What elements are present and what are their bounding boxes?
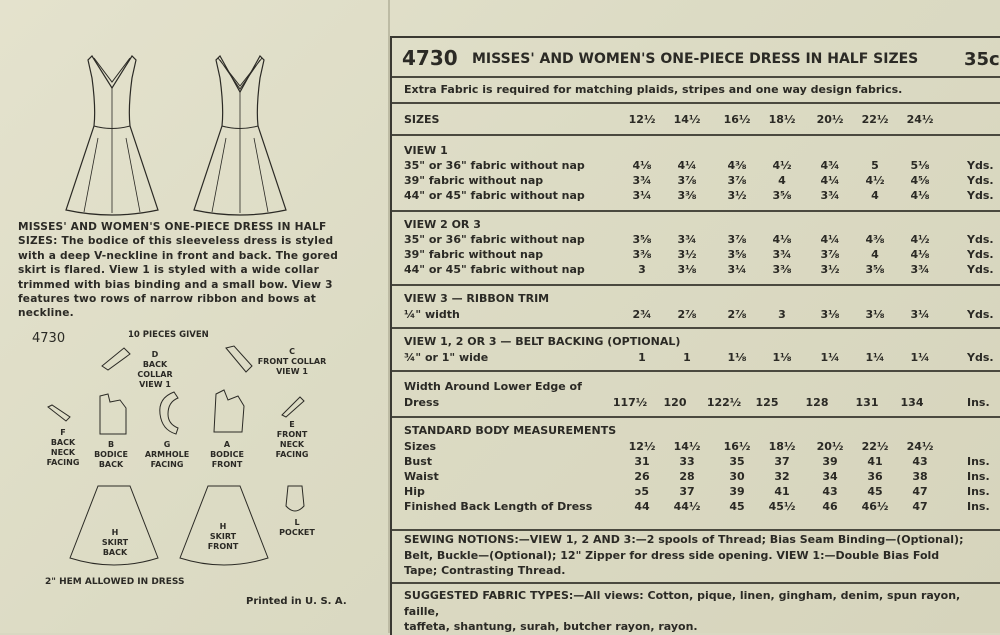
view1-row-value: 3¾: [632, 174, 652, 187]
view23-row-value: 3¾: [910, 263, 930, 276]
body-row-value: 43: [822, 485, 838, 498]
view23-row-value: 3¾: [677, 233, 697, 246]
view23-row-unit: Yds.: [967, 248, 994, 261]
body-row-value: 38: [912, 470, 928, 483]
size-header: 12½: [628, 113, 656, 126]
piece-armhole-facing-shape: [156, 390, 180, 436]
body-row-value: 34: [822, 470, 838, 483]
piece-skirt-front-label: H SKIRT FRONT: [207, 522, 239, 551]
view23-row-value: 3⅜: [772, 263, 792, 276]
view1-row-value: 3⅜: [677, 189, 697, 202]
body-row-value: 46½: [861, 500, 889, 513]
view23-row-value: 3⅞: [727, 233, 747, 246]
notions-line-3: Tape; Contrasting Thread.: [404, 564, 566, 577]
body-row-value: 45: [729, 500, 745, 513]
rule: [392, 529, 1000, 531]
view23-row-value: 4: [871, 248, 879, 261]
body-row-value: 26: [634, 470, 650, 483]
belt-row-value: 1¼: [865, 351, 885, 364]
suggested-fabrics: [404, 588, 999, 635]
view23-row-unit: Yds.: [967, 233, 994, 246]
notions-line-2: Belt, Buckle—(Optional); 12" Zipper for dress side opening. VIEW 1:—Double Bias Fold: [404, 548, 940, 562]
body-row-value: 36: [867, 470, 883, 483]
body-row-label: Hip: [404, 485, 425, 498]
view1-row-value: 3¾: [820, 189, 840, 202]
lower-edge-value: 134: [900, 396, 924, 409]
ribbon-row-label: ¼" width: [404, 308, 460, 321]
belt-row-value: 1⅛: [772, 351, 792, 364]
printed-in-usa: Printed in U. S. A.: [246, 596, 347, 607]
piece-bodice-back-label: B BODICE BACK: [94, 440, 128, 469]
size-header: 20½: [816, 113, 844, 126]
view23-row-label: 39" fabric without nap: [404, 248, 544, 261]
belt-row-value: 1: [638, 351, 646, 364]
view1-row-unit: Yds.: [967, 189, 994, 202]
body-row-unit: Ins.: [967, 470, 990, 483]
lower-edge-value: 125: [755, 396, 779, 409]
body-row-value: 47: [912, 500, 928, 513]
body-row-unit: Ins.: [967, 500, 990, 513]
view23-row-value: 4¼: [820, 233, 840, 246]
view23-row-value: 3¾: [772, 248, 792, 261]
body-row-value: 44½: [673, 500, 701, 513]
rule: [392, 370, 1000, 372]
body-row-label: Waist: [404, 470, 439, 483]
body-row-value: 33: [679, 455, 695, 468]
extra-fabric-note: Extra Fabric is required for matching plaids, stripes and one way design fabrics.: [404, 83, 903, 96]
view1-row-value: 5: [871, 159, 879, 172]
piece-pocket-label: L POCKET: [279, 518, 315, 537]
piece-back-neck-facing-shape: [46, 403, 72, 423]
view1-row-value: 4½: [865, 174, 885, 187]
piece-skirt-back-label: H SKIRT BACK: [101, 528, 129, 557]
notions-line-1: SEWING NOTIONS:—VIEW 1, 2 AND 3:—2 spools of Thread; Bias Seam Binding—(Optional);: [404, 533, 964, 546]
piece-front-collar-label: C FRONT COLLAR VIEW 1: [257, 347, 327, 376]
pattern-number: 4730: [32, 331, 66, 346]
body-row-label: Finished Back Length of Dress: [404, 500, 593, 513]
size-header: 24½: [906, 113, 934, 126]
body-row-value: 37: [774, 455, 790, 468]
belt-row-value: 1⅛: [727, 351, 747, 364]
piece-back-collar-label: D BACK COLLAR VIEW 1: [137, 350, 173, 389]
body-row-unit: Ins.: [967, 455, 990, 468]
piece-bodice-front-shape: [210, 388, 246, 434]
piece-armhole-facing-label: G ARMHOLE FACING: [144, 440, 190, 469]
view23-row-value: 4⅛: [772, 233, 792, 246]
view1-row-value: 4: [871, 189, 879, 202]
view23-row-value: 4⅜: [865, 233, 885, 246]
view1-row-value: 3⅞: [677, 174, 697, 187]
ribbon-row-value: 3⅛: [865, 308, 885, 321]
lower-edge-value: 128: [805, 396, 829, 409]
body-row-value: 37: [679, 485, 695, 498]
view1-row-unit: Yds.: [967, 159, 994, 172]
body-row-value: 28: [679, 470, 695, 483]
piece-front-collar-shape: [224, 344, 254, 374]
view23-row-label: 44" or 45" fabric without nap: [404, 263, 585, 276]
view1-row-value: 4¼: [820, 174, 840, 187]
belt-title: VIEW 1, 2 OR 3 — BELT BACKING (OPTIONAL): [404, 335, 681, 348]
body-size-header: 14½: [673, 440, 701, 453]
rule: [392, 327, 1000, 329]
belt-row-value: 1: [683, 351, 691, 364]
header-price: 35c: [964, 49, 1000, 70]
fabrics-line-2: taffeta, shantung, surah, butcher rayon, rayon.: [404, 620, 698, 633]
body-size-header: 22½: [861, 440, 889, 453]
view1-row-value: 5⅛: [910, 159, 930, 172]
dress-back-illustration: [62, 48, 162, 218]
view1-row-value: 4½: [772, 159, 792, 172]
view1-row-value: 4⅝: [910, 174, 930, 187]
body-row-value: 45: [867, 485, 883, 498]
body-row-value: ɔ5: [634, 485, 650, 498]
view1-row-value: 3¼: [632, 189, 652, 202]
header-title: MISSES' AND WOMEN'S ONE-PIECE DRESS IN HALF SIZES: [472, 51, 919, 67]
lower-edge-value: 122½: [706, 396, 742, 409]
view23-row-value: 3½: [677, 248, 697, 261]
left-panel: [0, 0, 385, 633]
view23-row-value: 4⅛: [910, 248, 930, 261]
rule: [392, 582, 1000, 584]
belt-row-value: 1¼: [910, 351, 930, 364]
size-header: 16½: [723, 113, 751, 126]
rule: [392, 76, 1000, 78]
rule: [392, 102, 1000, 104]
size-header: 14½: [673, 113, 701, 126]
ribbon-row-value: 3: [778, 308, 786, 321]
pattern-description: [18, 220, 356, 321]
piece-bodice-back-shape: [96, 392, 130, 436]
view1-row-value: 3⅝: [772, 189, 792, 202]
yardage-chart-panel: [390, 36, 1000, 635]
body-row-value: 47: [912, 485, 928, 498]
ribbon-row-value: 3¼: [910, 308, 930, 321]
view1-row-value: 4⅜: [727, 159, 747, 172]
belt-row-unit: Yds.: [967, 351, 994, 364]
body-row-value: 45½: [768, 500, 796, 513]
rule: [392, 416, 1000, 418]
body-row-value: 46: [822, 500, 838, 513]
piece-pocket-shape: [284, 484, 306, 516]
lower-edge-title-1: Width Around Lower Edge of: [404, 380, 582, 393]
piece-front-neck-facing-shape: [278, 395, 306, 419]
ribbon-row-unit: Yds.: [967, 308, 994, 321]
lower-edge-value: 117½: [612, 396, 648, 409]
view1-row-value: 3⅞: [727, 174, 747, 187]
view23-row-value: 3⅝: [865, 263, 885, 276]
body-row-value: 31: [634, 455, 650, 468]
body-row-value: 39: [729, 485, 745, 498]
body-row-value: 39: [822, 455, 838, 468]
sizes-label: SIZES: [404, 113, 440, 126]
view1-row-label: 44" or 45" fabric without nap: [404, 189, 585, 202]
rule: [392, 134, 1000, 136]
piece-bodice-front-label: A BODICE FRONT: [210, 440, 244, 469]
sewing-notions: [404, 532, 999, 579]
body-size-header: 16½: [723, 440, 751, 453]
body-size-header: 24½: [906, 440, 934, 453]
view1-row-value: 3½: [727, 189, 747, 202]
body-size-header: 12½: [628, 440, 656, 453]
lower-edge-value: 131: [855, 396, 879, 409]
view23-row-value: 4½: [910, 233, 930, 246]
view23-row-value: 3⅜: [632, 248, 652, 261]
body-sizes-label: Sizes: [404, 440, 437, 453]
fabrics-line-1: SUGGESTED FABRIC TYPES:—All views: Cotton, pique, linen, gingham, denim, spun rayon, faille,: [404, 589, 961, 618]
ribbon-row-value: 2⅞: [677, 308, 697, 321]
view23-row-value: 3⅝: [727, 248, 747, 261]
body-row-value: 44: [634, 500, 650, 513]
view23-row-value: 3¼: [727, 263, 747, 276]
view23-title: VIEW 2 OR 3: [404, 218, 481, 231]
body-row-value: 43: [912, 455, 928, 468]
body-row-value: 32: [774, 470, 790, 483]
piece-front-neck-facing-label: E FRONT NECK FACING: [275, 420, 309, 459]
lower-edge-title-2: Dress: [404, 396, 440, 409]
description-heading: MISSES' AND WOMEN'S ONE-PIECE DRESS IN HALF SIZES:: [18, 221, 327, 248]
belt-row-label: ¾" or 1" wide: [404, 351, 489, 364]
view23-row-value: 3: [638, 263, 646, 276]
view1-row-value: 4⅛: [632, 159, 652, 172]
rule: [392, 284, 1000, 286]
view23-row-label: 35" or 36" fabric without nap: [404, 233, 585, 246]
chart-header: [402, 46, 1000, 76]
piece-back-neck-facing-label: F BACK NECK FACING: [46, 428, 80, 467]
body-row-value: 41: [867, 455, 883, 468]
ribbon-row-value: 3⅛: [820, 308, 840, 321]
view23-row-value: 3⅝: [632, 233, 652, 246]
ribbon-row-value: 2¾: [632, 308, 652, 321]
body-row-value: 35: [729, 455, 745, 468]
view23-row-value: 3⅞: [820, 248, 840, 261]
ribbon-row-value: 2⅞: [727, 308, 747, 321]
view23-row-value: 3⅛: [677, 263, 697, 276]
body-row-label: Bust: [404, 455, 433, 468]
view1-row-unit: Yds.: [967, 174, 994, 187]
body-row-value: 41: [774, 485, 790, 498]
view23-row-unit: Yds.: [967, 263, 994, 276]
description-body: The bodice of this sleeveless dress is styled with a deep V-neckline in front and back. The gored skirt is flared. View 1 is styled with a wide collar trimmed with bias binding and a small bow. View 3 features two rows of narrow ribbon and bows at neckline.: [18, 235, 339, 320]
belt-row-value: 1¼: [820, 351, 840, 364]
view1-row-value: 4: [778, 174, 786, 187]
view1-row-value: 4¾: [820, 159, 840, 172]
rule: [392, 210, 1000, 212]
body-size-header: 20½: [816, 440, 844, 453]
body-size-header: 18½: [768, 440, 796, 453]
dress-front-illustration: [190, 48, 290, 218]
view1-row-value: 4⅛: [910, 189, 930, 202]
body-row-unit: Ins.: [967, 485, 990, 498]
body-row-value: 30: [729, 470, 745, 483]
ribbon-title: VIEW 3 — RIBBON TRIM: [404, 292, 550, 305]
view1-row-value: 4¼: [677, 159, 697, 172]
view1-row-label: 35" or 36" fabric without nap: [404, 159, 585, 172]
lower-edge-value: 120: [663, 396, 687, 409]
view1-title: VIEW 1: [404, 144, 448, 157]
hem-note: 2" HEM ALLOWED IN DRESS: [45, 577, 185, 587]
size-header: 22½: [861, 113, 889, 126]
view23-row-value: 3½: [820, 263, 840, 276]
body-title: STANDARD BODY MEASUREMENTS: [404, 424, 617, 437]
lower-edge-unit: Ins.: [967, 396, 990, 409]
size-header: 18½: [768, 113, 796, 126]
view1-row-label: 39" fabric without nap: [404, 174, 544, 187]
header-pattern-number: 4730: [402, 46, 458, 70]
pieces-given: 10 PIECES GIVEN: [128, 330, 209, 340]
